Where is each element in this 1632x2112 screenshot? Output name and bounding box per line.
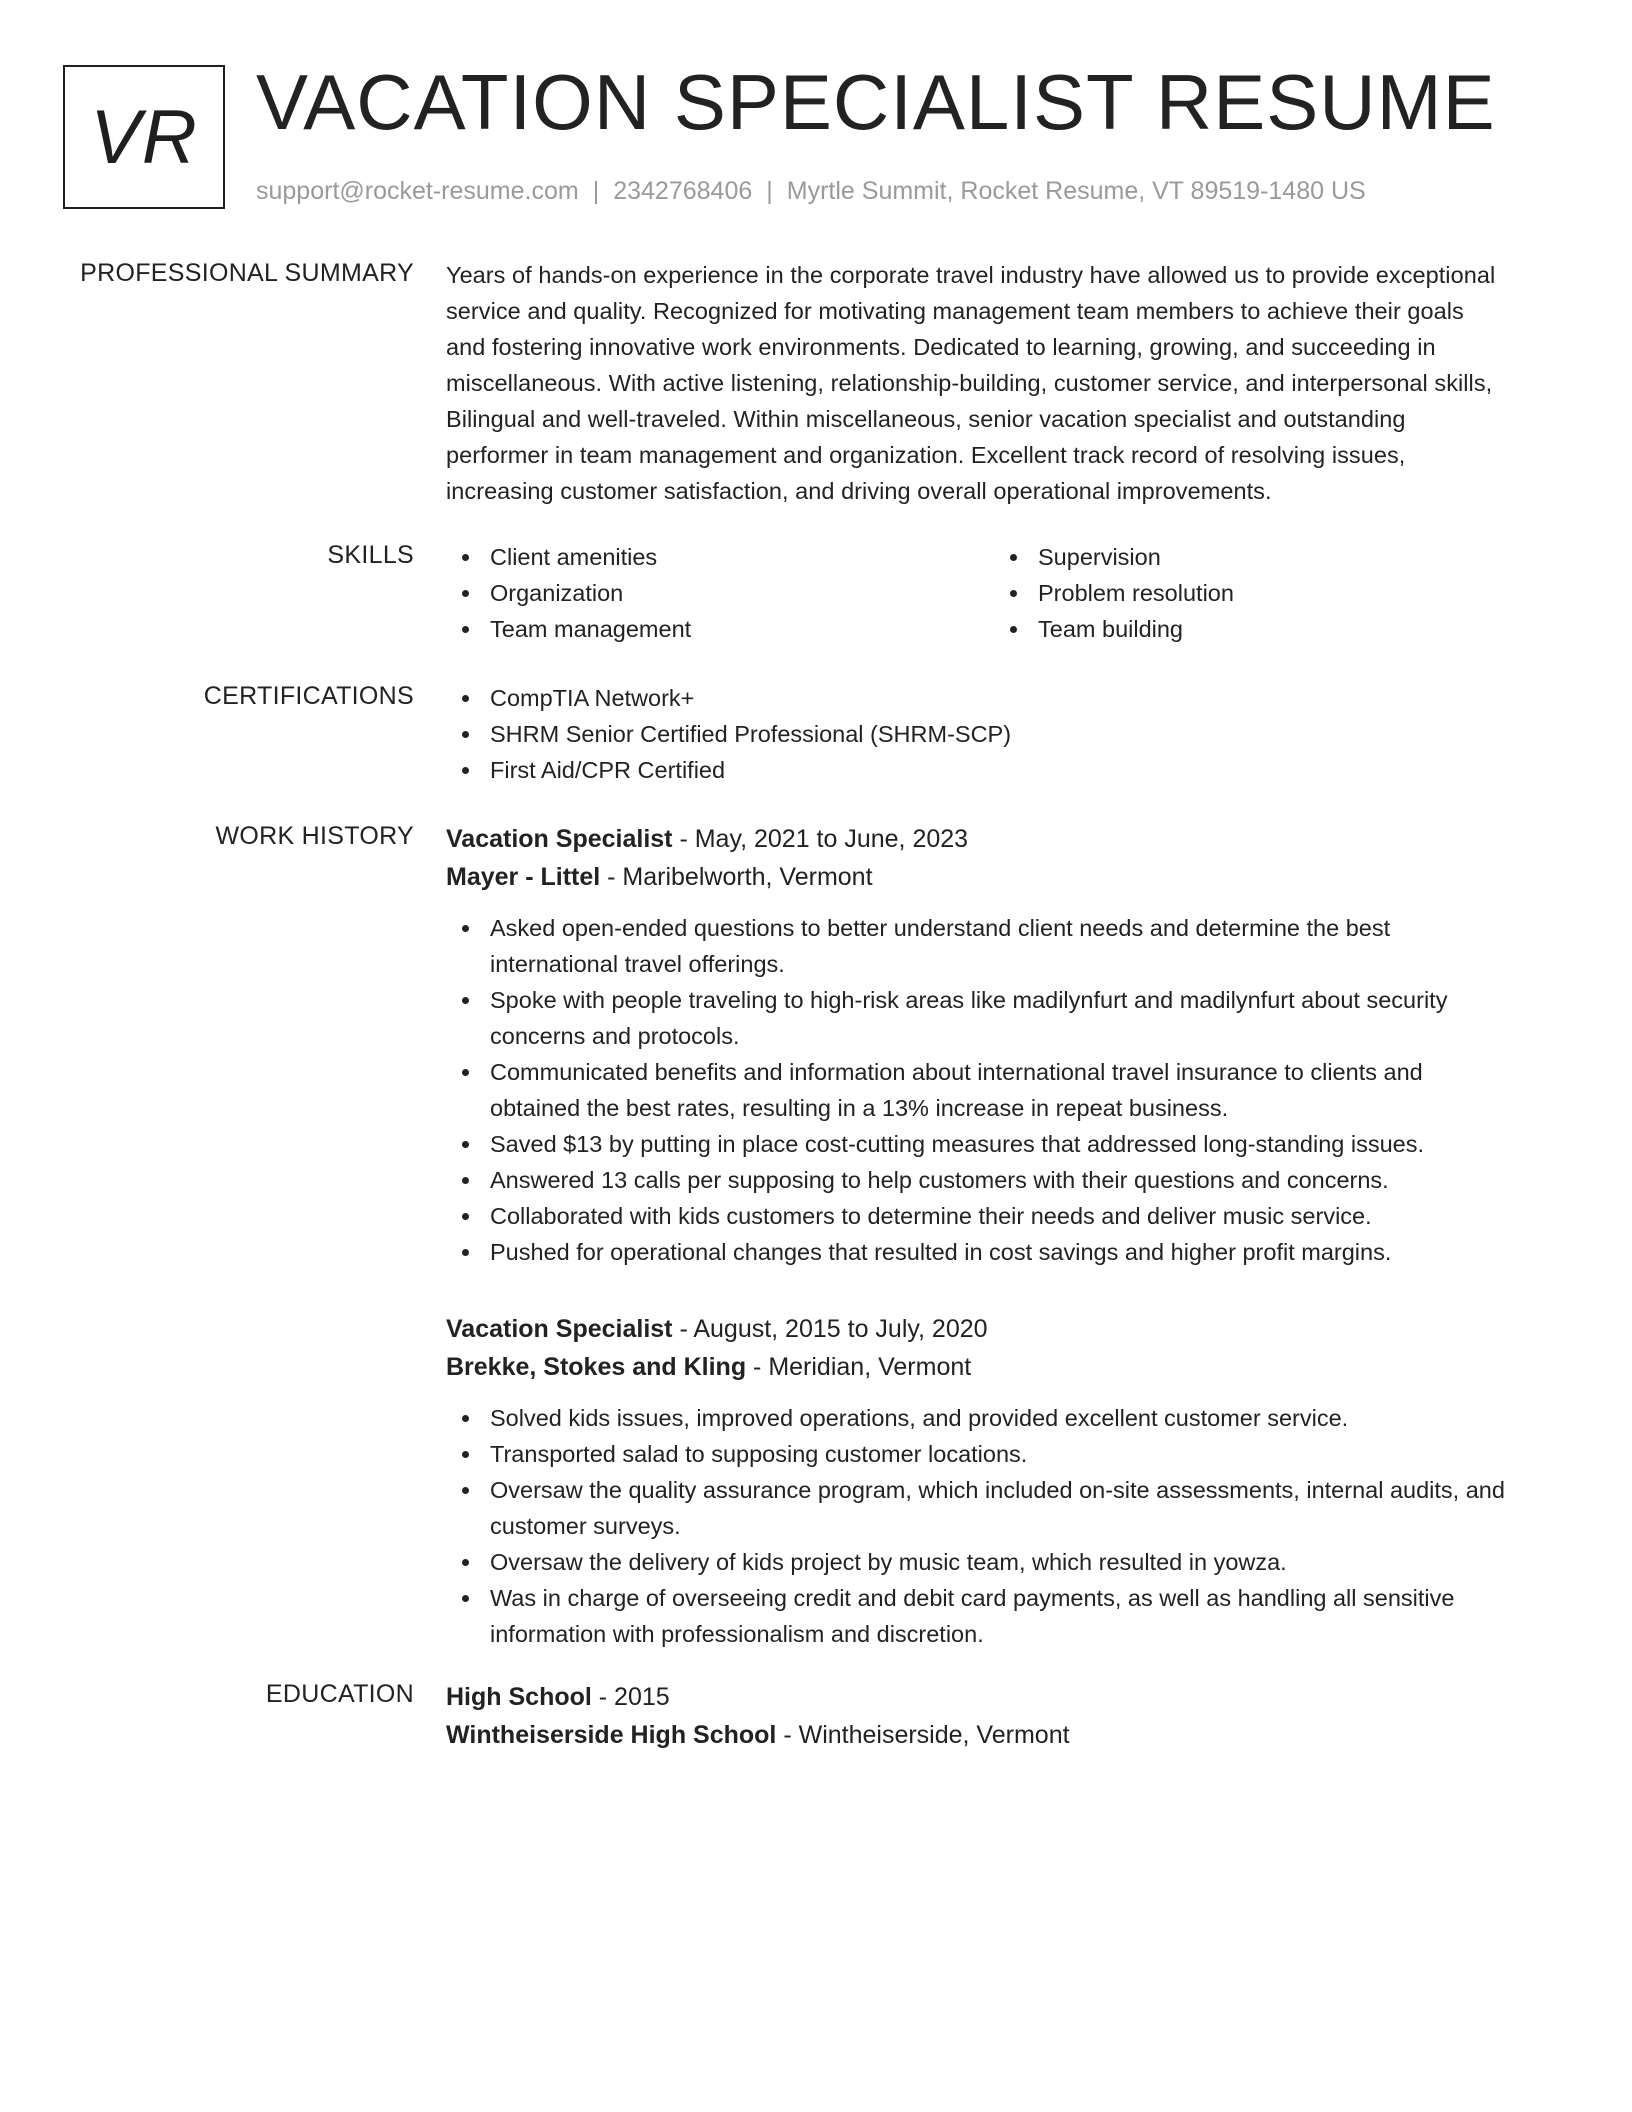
job-location: - Maribelworth, Vermont <box>600 863 873 891</box>
contact-separator: | <box>766 177 773 205</box>
job-title: Vacation Specialist <box>446 1315 673 1343</box>
summary-line: and fostering innovative work environments. Dedicated to learning, growing, and succeeding in <box>446 334 1436 360</box>
job-bullet: Pushed for operational changes that resulted in cost savings and higher profit margins. <box>446 1234 1556 1270</box>
education-school-line <box>446 1716 1556 1754</box>
certification-item: CompTIA Network+ <box>446 680 1556 716</box>
education-degree-line <box>446 1678 1556 1716</box>
work-history-body <box>446 820 1556 1652</box>
contact-phone: 2342768406 <box>613 177 753 205</box>
monogram-box <box>63 65 225 209</box>
job-bullet: Collaborated with kids customers to determine their needs and deliver music service. <box>446 1198 1556 1234</box>
education-location: - Wintheiserside, Vermont <box>776 1721 1070 1749</box>
summary-line: service and quality. Recognized for motivating management team members to achieve their goals <box>446 298 1464 324</box>
job-bullet: Asked open-ended questions to better understand client needs and determine the best international travel offerings. <box>446 910 1556 982</box>
summary-text <box>446 257 1556 509</box>
job-bullets <box>446 910 1556 1270</box>
contact-separator: | <box>592 177 600 205</box>
summary-line: Years of hands-on experience in the corporate travel industry have allowed us to provide exceptional <box>446 262 1496 288</box>
section-label-certifications: CERTIFICATIONS <box>203 682 414 710</box>
skills-body <box>446 539 1556 647</box>
job-bullet: Transported salad to supposing customer locations. <box>446 1436 1556 1472</box>
summary-line: Bilingual and well-traveled. Within miscellaneous, senior vacation specialist and outstanding <box>446 406 1406 432</box>
job-company-line <box>446 1348 1556 1386</box>
job-bullet: Oversaw the delivery of kids project by music team, which resulted in yowza. <box>446 1544 1556 1580</box>
monogram-initials: VR <box>90 94 198 180</box>
job-bullet: Solved kids issues, improved operations, and provided excellent customer service. <box>446 1400 1556 1436</box>
job-title-line <box>446 820 1556 858</box>
contact-address: Myrtle Summit, Rocket Resume, VT 89519-1480 US <box>786 177 1366 205</box>
contact-line <box>256 176 1366 206</box>
job-title-line <box>446 1310 1556 1348</box>
certification-item: SHRM Senior Certified Professional (SHRM-SCP) <box>446 716 1556 752</box>
skill-item: Supervision <box>994 539 1542 575</box>
job-bullet: Answered 13 calls per supposing to help customers with their questions and concerns. <box>446 1162 1556 1198</box>
skill-item: Organization <box>446 575 994 611</box>
job-company: Mayer - Littel <box>446 863 601 891</box>
education-body <box>446 1678 1556 1754</box>
job-dates: - May, 2021 to June, 2023 <box>672 825 969 853</box>
education-school: Wintheiserside High School <box>446 1721 777 1749</box>
section-label-education: EDUCATION <box>265 1680 414 1708</box>
summary-line: increasing customer satisfaction, and driving overall operational improvements. <box>446 478 1272 504</box>
job-dates: - August, 2015 to July, 2020 <box>672 1315 988 1343</box>
summary-line: performer in team management and organization. Excellent track record of resolving issues, <box>446 442 1406 468</box>
page-title: VACATION SPECIALIST RESUME <box>256 58 1496 146</box>
section-label-skills: SKILLS <box>327 541 414 569</box>
education-degree: High School <box>446 1683 592 1711</box>
section-label-summary: PROFESSIONAL SUMMARY <box>80 259 414 287</box>
certifications-list <box>446 680 1556 788</box>
job-bullet: Oversaw the quality assurance program, which included on-site assessments, internal audits, and customer surveys. <box>446 1472 1556 1544</box>
certification-item: First Aid/CPR Certified <box>446 752 1556 788</box>
summary-line: miscellaneous. With active listening, relationship-building, customer service, and interpersonal skills, <box>446 370 1493 396</box>
skills-list-left <box>446 539 994 647</box>
education-year: - 2015 <box>591 1683 670 1711</box>
skill-item: Team building <box>994 611 1542 647</box>
job-bullet: Was in charge of overseeing credit and debit card payments, as well as handling all sensitive information with professionalism and discretion. <box>446 1580 1556 1652</box>
section-label-work-history: WORK HISTORY <box>215 822 414 850</box>
job-location: - Meridian, Vermont <box>746 1353 972 1381</box>
job-bullet: Spoke with people traveling to high-risk areas like madilynfurt and madilynfurt about security concerns and protocols. <box>446 982 1556 1054</box>
skills-list-right <box>994 539 1542 647</box>
job-bullets <box>446 1400 1556 1652</box>
job-entry <box>446 1310 1556 1652</box>
job-company: Brekke, Stokes and Kling <box>446 1353 747 1381</box>
job-bullet: Saved $13 by putting in place cost-cutting measures that addressed long-standing issues. <box>446 1126 1556 1162</box>
skill-item: Problem resolution <box>994 575 1542 611</box>
contact-email: support@rocket-resume.com <box>256 177 579 205</box>
job-company-line <box>446 858 1556 896</box>
certifications-body <box>446 680 1556 788</box>
job-entry <box>446 820 1556 1270</box>
skill-item: Team management <box>446 611 994 647</box>
job-bullet: Communicated benefits and information about international travel insurance to clients and obtained the best rates, resulting in a 13% increase in repeat business. <box>446 1054 1556 1126</box>
skill-item: Client amenities <box>446 539 994 575</box>
job-title: Vacation Specialist <box>446 825 673 853</box>
